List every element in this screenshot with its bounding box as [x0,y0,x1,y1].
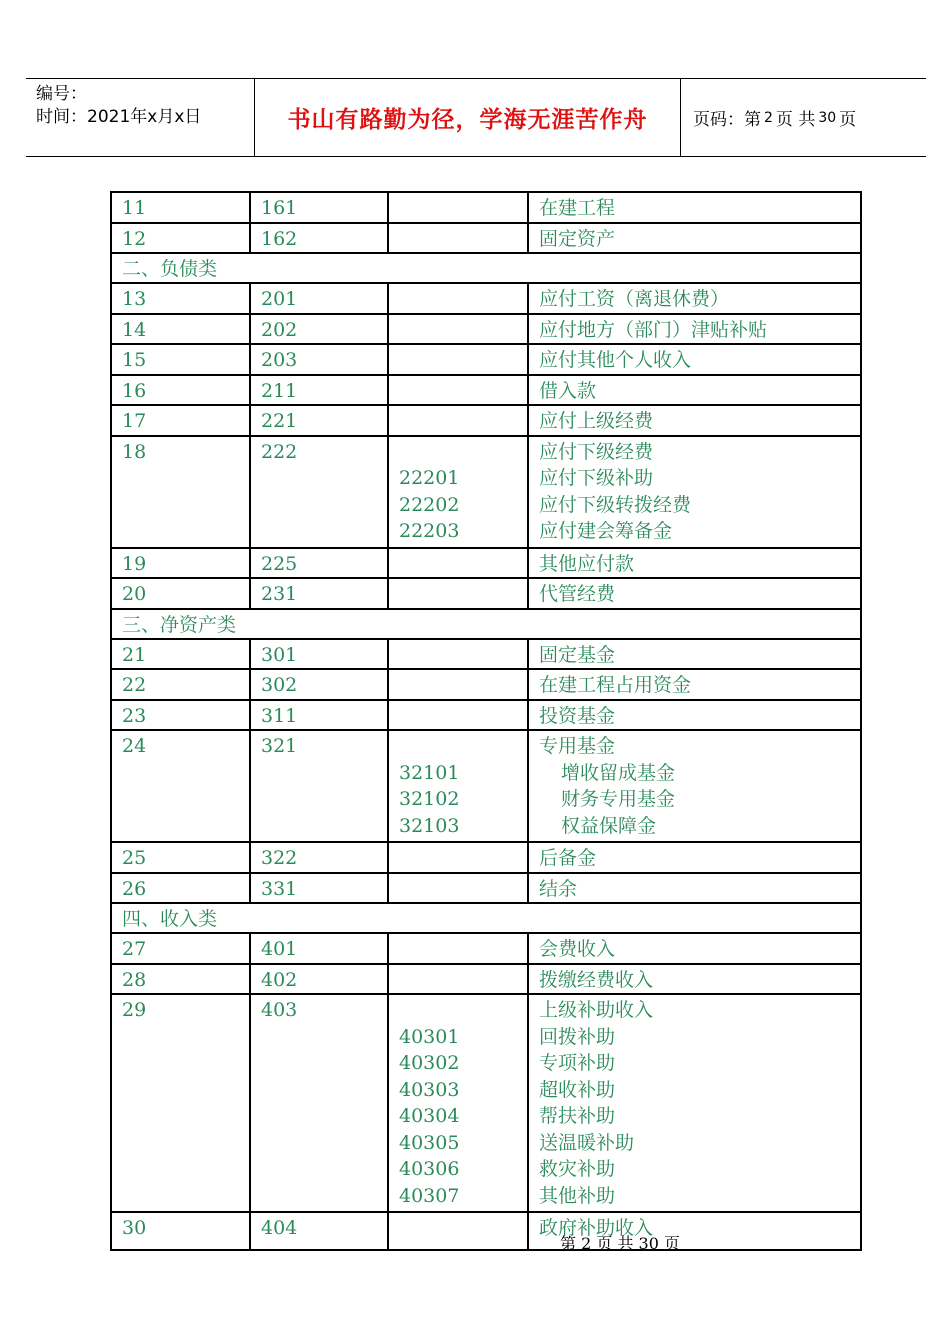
account-code: 161 [250,192,388,223]
account-name: 后备金 [539,847,597,869]
account-code: 222 [250,436,388,548]
table-row [111,223,861,254]
account-names [528,405,861,436]
account-code: 321 [250,730,388,842]
row-number: 14 [111,314,250,345]
account-names [528,700,861,731]
account-name: 拨缴经费收入 [539,968,654,991]
sub-account-name: 回拨补助 [539,1025,616,1048]
table-row [111,964,861,995]
page-total: 30 [818,109,837,126]
account-code-table-body [111,192,861,1250]
row-number: 11 [111,192,250,223]
sub-account-codes [388,344,528,375]
page-footer: 第 2 页 共 30 页 [560,1234,680,1253]
sub-account-code [399,733,527,760]
sub-account-name: 其他补助 [539,1184,616,1207]
sub-account-code: 22202 [399,493,460,516]
sub-account-codes [388,842,528,873]
account-code: 201 [250,283,388,314]
account-names [528,639,861,670]
account-name: 会费收入 [539,938,616,960]
sub-account-codes [388,283,528,314]
sub-account-codes [388,994,528,1212]
sub-account-codes [388,314,528,345]
row-number: 20 [111,578,250,609]
account-names [528,873,861,904]
sub-account-codes [388,548,528,579]
account-name: 借入款 [539,379,597,402]
table-row [111,700,861,731]
row-number: 13 [111,283,250,314]
table-row [111,842,861,873]
sub-account-code: 40304 [399,1105,460,1127]
table-row [111,639,861,670]
sub-account-name: 帮扶补助 [539,1105,616,1127]
sub-account-code: 22201 [399,467,460,489]
account-names [528,933,861,964]
header-motto: 书山有路勤为径，学海无涯苦作舟 [254,79,681,156]
row-number: 24 [111,730,250,842]
account-names [528,223,861,254]
account-code: 301 [250,639,388,670]
sub-account-name: 应付下级转拨经费 [539,493,692,516]
account-name: 在建工程 [539,197,616,219]
account-names [528,344,861,375]
account-name: 应付下级经费 [539,440,654,463]
account-name: 应付地方（部门）津贴补贴 [539,318,768,341]
sub-account-name: 权益保障金 [561,814,657,837]
account-code: 404 [250,1212,388,1250]
account-name: 固定基金 [539,643,616,666]
table-row [111,548,861,579]
table-row [111,405,861,436]
sub-account-code: 40302 [399,1052,460,1074]
account-code: 302 [250,669,388,700]
page-current: 2 [764,109,773,126]
table-row [111,873,861,904]
table-section-row [111,253,861,283]
sub-account-code: 40301 [399,1025,460,1048]
row-number: 17 [111,405,250,436]
table-row [111,436,861,548]
row-number: 29 [111,994,250,1212]
account-name: 结余 [539,877,578,900]
row-number: 19 [111,548,250,579]
row-number: 22 [111,669,250,700]
account-code: 202 [250,314,388,345]
row-number: 30 [111,1212,250,1250]
sub-account-code: 32102 [399,788,460,810]
row-number: 15 [111,344,250,375]
account-name: 应付上级经费 [539,410,654,432]
account-names [528,994,861,1212]
table-section-row [111,609,861,639]
sub-account-codes [388,436,528,548]
sub-account-code: 40303 [399,1078,460,1101]
sub-account-name: 救灾补助 [539,1158,616,1180]
table-row [111,730,861,842]
header-page-info [681,79,926,156]
section-title: 四、收入类 [111,903,861,933]
account-code: 331 [250,873,388,904]
account-code: 211 [250,375,388,406]
sub-account-code: 22203 [399,520,460,542]
page-label-prefix: 页码：第 [693,110,761,130]
sub-account-codes [388,639,528,670]
sub-account-name: 增收留成基金 [561,761,676,784]
account-names [528,436,861,548]
document-number-label: 编号： [36,84,87,104]
sub-account-codes [388,375,528,406]
account-names [528,578,861,609]
table-row [111,375,861,406]
account-names [528,283,861,314]
page-header [26,78,926,157]
sub-account-codes [388,578,528,609]
account-name: 应付工资（离退休费） [539,288,730,310]
sub-account-codes [388,223,528,254]
sub-account-name: 应付建会筹备金 [539,520,673,542]
account-name: 代管经费 [539,583,616,605]
account-code: 402 [250,964,388,995]
account-code: 162 [250,223,388,254]
sub-account-codes [388,933,528,964]
row-number: 18 [111,436,250,548]
header-meta [26,79,254,156]
row-number: 25 [111,842,250,873]
account-code: 401 [250,933,388,964]
sub-account-name: 送温暖补助 [539,1131,635,1154]
sub-account-name: 财务专用基金 [561,788,676,810]
account-names [528,730,861,842]
account-name: 在建工程占用资金 [539,674,692,696]
account-code: 221 [250,405,388,436]
page-label-mid: 页 共 [775,110,816,130]
page-label-suffix: 页 [839,110,857,130]
section-title: 三、净资产类 [111,609,861,639]
sub-account-name: 专项补助 [539,1052,616,1074]
row-number: 28 [111,964,250,995]
account-code: 231 [250,578,388,609]
account-names [528,314,861,345]
sub-account-code [399,997,527,1024]
sub-account-codes [388,873,528,904]
table-row [111,578,861,609]
table-row [111,344,861,375]
account-name: 政府补助收入 [539,1217,654,1239]
account-code-table [110,191,862,1251]
sub-account-code: 32103 [399,814,460,837]
account-code: 225 [250,548,388,579]
section-title: 二、负债类 [111,253,861,283]
sub-account-code [399,439,527,466]
sub-account-code: 40307 [399,1184,460,1207]
row-number: 23 [111,700,250,731]
account-name: 投资基金 [539,704,616,727]
account-names [528,192,861,223]
account-name: 专用基金 [539,735,616,757]
table-row [111,669,861,700]
table-section-row [111,903,861,933]
sub-account-codes [388,700,528,731]
account-name: 固定资产 [539,227,616,250]
account-code: 403 [250,994,388,1212]
sub-account-code: 32101 [399,761,460,784]
sub-account-codes [388,730,528,842]
sub-account-codes [388,192,528,223]
row-number: 26 [111,873,250,904]
sub-account-codes [388,669,528,700]
sub-account-codes [388,405,528,436]
account-names [528,375,861,406]
account-names [528,669,861,700]
sub-account-code: 40305 [399,1131,460,1154]
table-row [111,933,861,964]
row-number: 16 [111,375,250,406]
sub-account-name: 应付下级补助 [539,467,654,489]
account-code: 322 [250,842,388,873]
account-name: 上级补助收入 [539,999,654,1021]
row-number: 27 [111,933,250,964]
sub-account-name: 超收补助 [539,1078,616,1101]
row-number: 12 [111,223,250,254]
sub-account-code: 40306 [399,1158,460,1180]
table-row [111,192,861,223]
account-code: 311 [250,700,388,731]
account-names [528,964,861,995]
document-time: 时间：2021年x月x日 [36,107,202,127]
row-number: 21 [111,639,250,670]
account-code: 203 [250,344,388,375]
sub-account-codes [388,964,528,995]
account-names [528,548,861,579]
account-names [528,842,861,873]
table-row [111,283,861,314]
table-row [111,314,861,345]
account-name: 应付其他个人收入 [539,349,692,371]
table-row [111,994,861,1212]
account-name: 其他应付款 [539,552,635,575]
